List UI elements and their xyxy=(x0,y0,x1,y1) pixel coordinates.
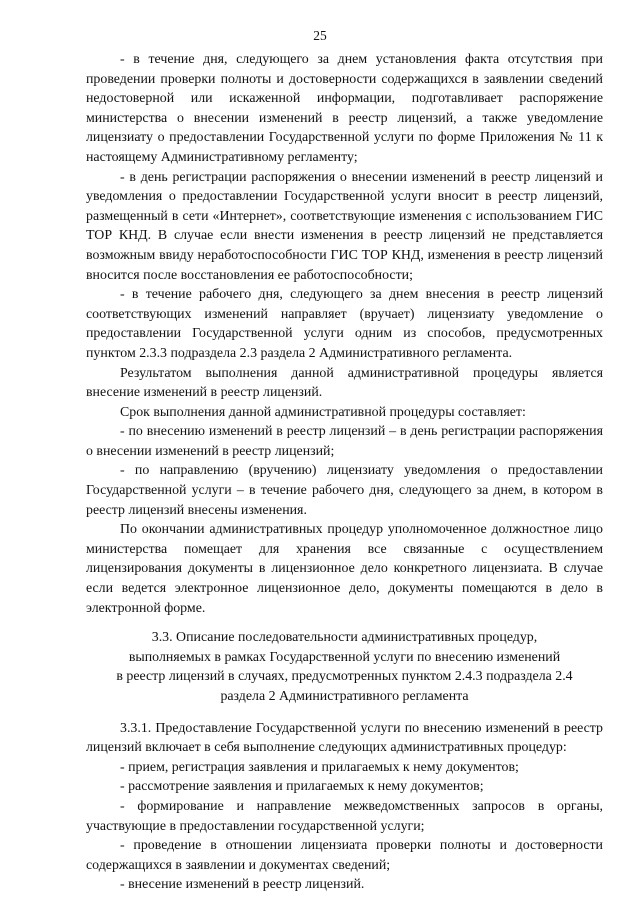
paragraph-term-notification: - по направлению (вручению) лицензиату уведомления о предоставлении Государственной услуги – в течение рабочего дня, следующего за днем, в котором в реестр лицензий внесены изменения. xyxy=(86,463,603,518)
section-heading-line: в реестр лицензий в случаях, предусмотренных пунктом 2.4.3 подраздела 2.4 xyxy=(116,669,573,685)
paragraph-term-registry: - по внесению изменений в реестр лицензий – в день регистрации распоряжения о внесении изменений в реестр лицензий; xyxy=(86,424,603,459)
list-item-interagency-requests: - формирование и направление межведомственных запросов в органы, участвующие в предоставлении государственной услуги; xyxy=(86,798,603,834)
paragraph-procedure-result: Результатом выполнения данной административной процедуры является внесение изменений в реестр лицензий. xyxy=(86,365,603,401)
paragraph-3-3-1: 3.3.1. Предоставление Государственной услуги по внесению изменений в реестр лицензий включает в себя выполнение следующих административных процедур: xyxy=(86,720,603,756)
list-item-review: - рассмотрение заявления и прилагаемых к нему документов; xyxy=(120,779,484,795)
section-heading xyxy=(86,628,603,706)
section-heading-line: выполняемых в рамках Государственной услуги по внесению изменений xyxy=(128,649,561,665)
list-item-registry-changes: - внесение изменений в реестр лицензий. xyxy=(120,877,365,893)
paragraph-procedure-term: Срок выполнения данной административной процедуры составляет: xyxy=(120,404,526,420)
section-heading-line: раздела 2 Административного регламента xyxy=(220,689,469,704)
section-heading-line: 3.3. Описание последовательности административных процедур, xyxy=(151,630,538,646)
paragraph-documents-storage: По окончании административных процедур уполномоченное должностное лицо министерства помещает для хранения все связанные с осуществлением лицензирования документы в лицензионное дело конкретного лицензиата. В случае если ведется электронное лицензионное дело, документы помещаются в дело в электронной форме. xyxy=(86,522,603,616)
paragraph-action-distortion-check: - в течение дня, следующего за днем установления факта отсутствия при проведении проверки полноты и достоверности содержащихся в заявлении сведений недостоверной или искаженной информации, подготавливает распоряжение министерства о внесении изменений в реестр лицензий, а также уведомление лицензиату о предоставлении Государственной услуги по форме Приложения № 11 к настоящему Административному регламенту; xyxy=(86,52,603,165)
paragraph-action-registry-update: - в день регистрации распоряжения о внесении изменений в реестр лицензий и уведомления о предоставлении Государственной услуги вносит в реестр лицензий, размещенный в сети «Интернет», соответствующие изменения с использованием ГИС ТОР КНД. В случае если внести изменения в реестр лицензий не представляется возможным ввиду неработоспособности ГИС ТОР КНД, изменения в реестр лицензий вносится после восстановления ее работоспособности; xyxy=(86,169,603,283)
list-item-reception: - прием, регистрация заявления и прилагаемых к нему документов; xyxy=(120,759,519,775)
document-body xyxy=(86,50,603,895)
page-number: 25 xyxy=(313,28,327,43)
paragraph-action-notification: - в течение рабочего дня, следующего за днем внесения в реестр лицензий соответствующих изменений направляет (вручает) лицензиату уведомление о предоставлении Государственной услуги одним из способов, предусмотренных пунктом 2.3.3 подраздела 2.3 раздела 2 Административного регламента. xyxy=(86,287,603,361)
list-item-verification: - проведение в отношении лицензиата проверки полноты и достоверности содержащихся в заявлении и документах сведений; xyxy=(86,838,603,873)
